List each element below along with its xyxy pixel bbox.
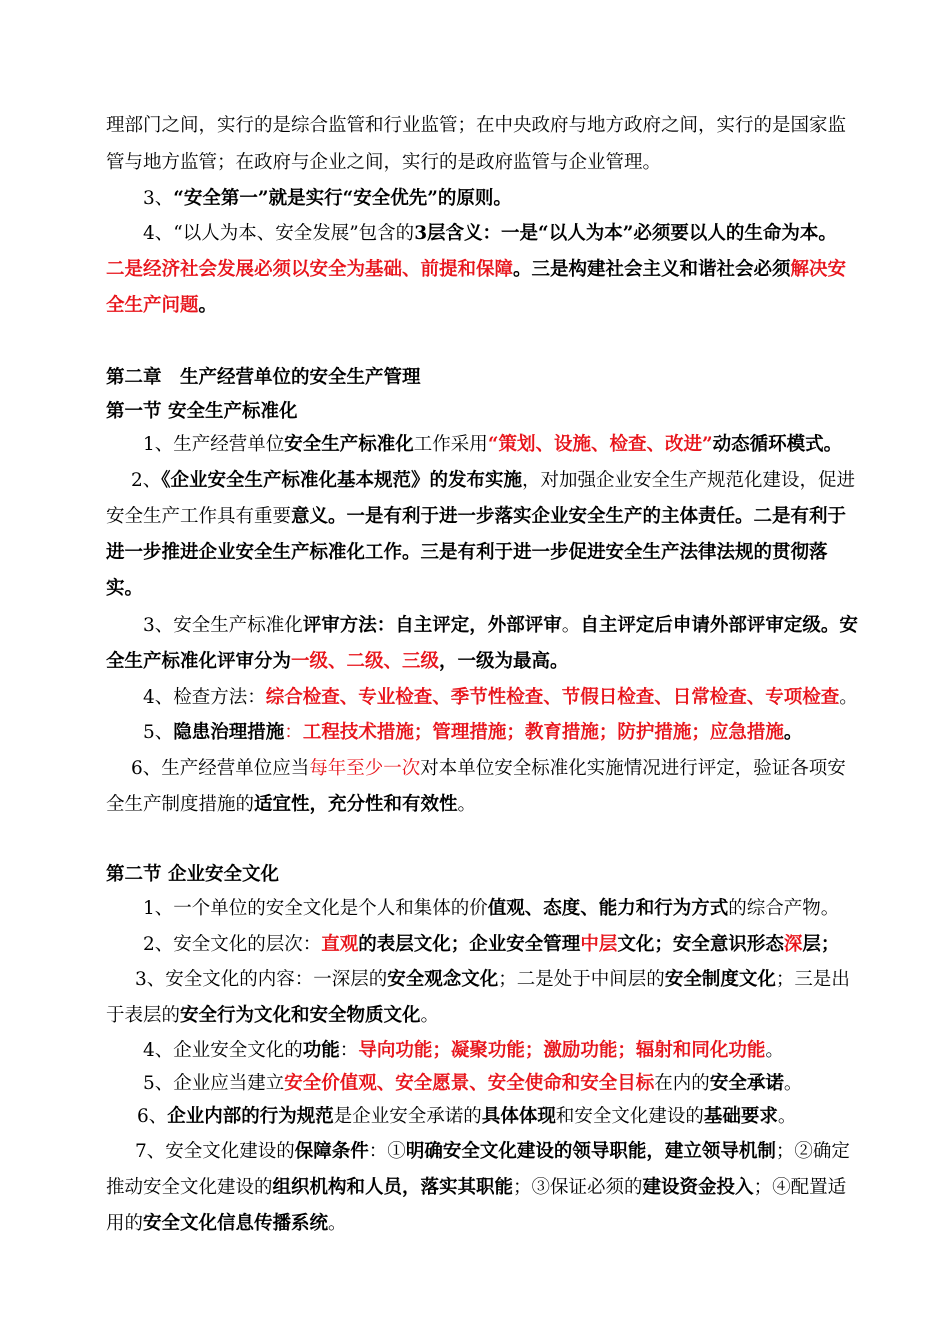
text-run: 3层含义：一是“以人为本”必须要以人的生命为本。 <box>414 223 837 244</box>
text-run: 评审方法：自主评定，外部评审 <box>302 615 562 636</box>
text-run: 4、检查方法： <box>143 687 266 708</box>
chapter-title <box>106 366 421 390</box>
paragraph-line <box>106 541 828 565</box>
paragraph-line <box>106 294 217 318</box>
section-title <box>106 863 279 887</box>
highlight-text: 导向功能；凝聚功能；激励功能；辐射和同化功能 <box>358 1040 766 1061</box>
section-title <box>106 400 297 424</box>
highlight-text: 深 <box>783 934 803 955</box>
text-run: 功能 <box>302 1040 340 1061</box>
text-run: 安全生产工作具有重要 <box>106 506 292 527</box>
text-run: 安全行为文化和安全物质文化 <box>180 1005 421 1026</box>
text-run: 用的 <box>106 1213 144 1234</box>
text-run: 。 <box>198 295 218 316</box>
highlight-text: 安全价值观、安全愿景、安全使命和安全目标 <box>284 1073 655 1094</box>
text-run: ，对加强企业安全生产规范化建设，促进 <box>522 470 856 491</box>
text-run: 理部门之间，实行的是综合监管和行业监管；在中央政府与地方政府之间，实行的是国家监 <box>106 115 847 136</box>
paragraph-line <box>106 1176 846 1200</box>
text-run: 。 <box>561 615 581 636</box>
text-run: 2、安全文化的层次： <box>143 934 322 955</box>
text-run: 的表层文化；企业安全管理 <box>358 934 581 955</box>
text-run: 3、安全生产标准化 <box>143 615 303 636</box>
text-run: 。三是构建社会主义和谐社会必须 <box>513 259 791 280</box>
list-item <box>137 1105 796 1129</box>
paragraph-line <box>106 151 661 175</box>
text-run: 安全生产标准化 <box>284 434 414 455</box>
highlight-text: 二是经济社会发展必须以安全为基础、前提和保障 <box>106 259 514 280</box>
text-run: 。 <box>328 1213 347 1234</box>
text-run: 安全观念文化 <box>387 969 499 990</box>
text-run: 是企业安全承诺的 <box>333 1106 482 1127</box>
text-run: 全生产标准化评审分为 <box>106 651 292 672</box>
list-item <box>135 1140 850 1164</box>
text-run: ；④配置适 <box>753 1177 847 1198</box>
list-item <box>143 433 842 457</box>
text-run: ，一级为最高。 <box>439 651 569 672</box>
text-run: 5、企业应当建立 <box>143 1073 285 1094</box>
text-run: 安全文化信息传播系统 <box>143 1213 329 1234</box>
text-run: 自主评定后申请外部评审定级。安 <box>580 615 858 636</box>
text-run: 6、生产经营单位应当 <box>131 758 310 779</box>
text-run: ；二是处于中间层的 <box>498 969 665 990</box>
highlight-text: 工程技术措施；管理措施；教育措施；防护措施；应急措施 <box>302 722 784 743</box>
text-run: 基础要求 <box>703 1106 778 1127</box>
paragraph-line <box>106 793 476 817</box>
text-run: 管与地方监管；在政府与企业之间，实行的是政府监管与企业管理。 <box>106 152 662 173</box>
list-item <box>131 757 846 781</box>
text-run: 动态循环模式。 <box>712 434 843 455</box>
text-run: 组织机构和人员，落实其职能 <box>272 1177 514 1198</box>
text-run: 隐患治理措施 <box>173 722 285 743</box>
text-run: 第二章 生产经营单位的安全生产管理 <box>106 367 421 388</box>
text-run: 《企业安全生产标准化基本规范》的发布实施 <box>161 470 523 491</box>
list-item <box>143 614 858 638</box>
paragraph-line <box>106 114 846 138</box>
text-run: 在内的 <box>654 1073 710 1094</box>
text-run: 适宜性，充分性和有效性 <box>254 794 458 815</box>
text-run: 。 <box>783 1073 803 1094</box>
text-run: 和安全文化建设的 <box>555 1106 704 1127</box>
text-run: ；②确定 <box>775 1141 850 1162</box>
highlight-text: 综合检查、专业检查、季节性检查、节假日检查、日常检查、专项检查 <box>265 687 840 708</box>
text-run: 于表层的 <box>106 1005 181 1026</box>
text-run: ；③保证必须的 <box>513 1177 643 1198</box>
text-run: 。 <box>765 1040 784 1061</box>
text-run: 。 <box>777 1106 797 1127</box>
highlight-text: 直观 <box>321 934 359 955</box>
text-run: 意义。一是有利于进一步落实企业安全生产的主体责任。二是有利于 <box>291 506 847 527</box>
text-run: 的综合产物。 <box>728 898 840 919</box>
text-run: 7、安全文化建设的 <box>135 1141 295 1162</box>
list-item <box>143 721 802 745</box>
text-run: 。 <box>420 1005 440 1026</box>
list-item <box>131 469 855 493</box>
paragraph-line <box>106 505 846 529</box>
paragraph-line <box>106 258 846 282</box>
paragraph-line <box>106 577 143 601</box>
text-run: 全生产制度措施的 <box>106 794 255 815</box>
list-item <box>143 1039 784 1063</box>
text-run: 1、生产经营单位 <box>143 434 285 455</box>
text-run: 安全承诺 <box>709 1073 784 1094</box>
list-item <box>143 933 839 957</box>
highlight-text: 中层 <box>580 934 618 955</box>
text-run: “安全第一”就是实行“安全优先”的原则。 <box>173 188 512 209</box>
text-run: 明确安全文化建设的领导职能，建立领导机制 <box>405 1141 776 1162</box>
text-run: 5、 <box>143 722 174 743</box>
text-run: 3、 <box>143 188 174 209</box>
text-run: 。 <box>457 794 477 815</box>
text-run: ：① <box>368 1141 406 1162</box>
paragraph-line <box>106 1212 347 1236</box>
text-run: 文化；安全意识形态 <box>617 934 784 955</box>
text-run: 安全制度文化 <box>664 969 776 990</box>
text-run: 具体体现 <box>481 1106 556 1127</box>
text-run: 3、安全文化的内容：一深层的 <box>135 969 388 990</box>
text-run: 1、一个单位的安全文化是个人和集体的价 <box>143 898 488 919</box>
text-run: 第二节 企业安全文化 <box>106 864 279 885</box>
text-run: 4、“以人为本、安全发展”包含的 <box>143 223 415 244</box>
text-run: 推动安全文化建设的 <box>106 1177 273 1198</box>
text-run: 对本单位安全标准化实施情况进行评定，验证各项安 <box>420 758 846 779</box>
text-run: 保障条件 <box>294 1141 369 1162</box>
text-run: ： <box>339 1040 359 1061</box>
highlight-text: 每年至少一次 <box>309 758 421 779</box>
text-run: ；三是出 <box>775 969 850 990</box>
text-run: 三是有利于进一步促进安全生产法律法规的贯彻落 <box>420 542 828 563</box>
highlight-text: 全生产问题 <box>106 295 199 316</box>
list-item <box>143 686 858 710</box>
list-item <box>135 968 850 992</box>
text-run: 第一节 安全生产标准化 <box>106 401 298 422</box>
text-run: 6、 <box>137 1106 168 1127</box>
highlight-text: “策划、设施、检查、改进” <box>487 434 713 455</box>
text-run: 。 <box>783 722 803 743</box>
text-run: 工作采用 <box>413 434 488 455</box>
text-run: 企业内部的行为规范 <box>167 1106 334 1127</box>
text-run: 层； <box>802 934 840 955</box>
text-run: 4、企业安全文化的 <box>143 1040 303 1061</box>
paragraph-line <box>143 187 512 211</box>
text-run: 值观、态度、能力和行为方式 <box>487 898 729 919</box>
paragraph-line <box>143 222 837 246</box>
paragraph-line <box>106 650 569 674</box>
highlight-text: 解决安 <box>790 259 847 280</box>
text-run: 2、 <box>131 470 162 491</box>
highlight-text: 一级、二级、三级 <box>291 651 440 672</box>
text-run: 进一步推进企业安全生产标准化工作。 <box>106 542 421 563</box>
list-item <box>143 1072 802 1096</box>
text-run: 实。 <box>106 578 144 599</box>
text-run: 。 <box>839 687 858 708</box>
paragraph-line <box>106 1004 439 1028</box>
text-run: ： <box>284 722 303 743</box>
text-run: 建设资金投入 <box>642 1177 754 1198</box>
list-item <box>143 897 839 921</box>
